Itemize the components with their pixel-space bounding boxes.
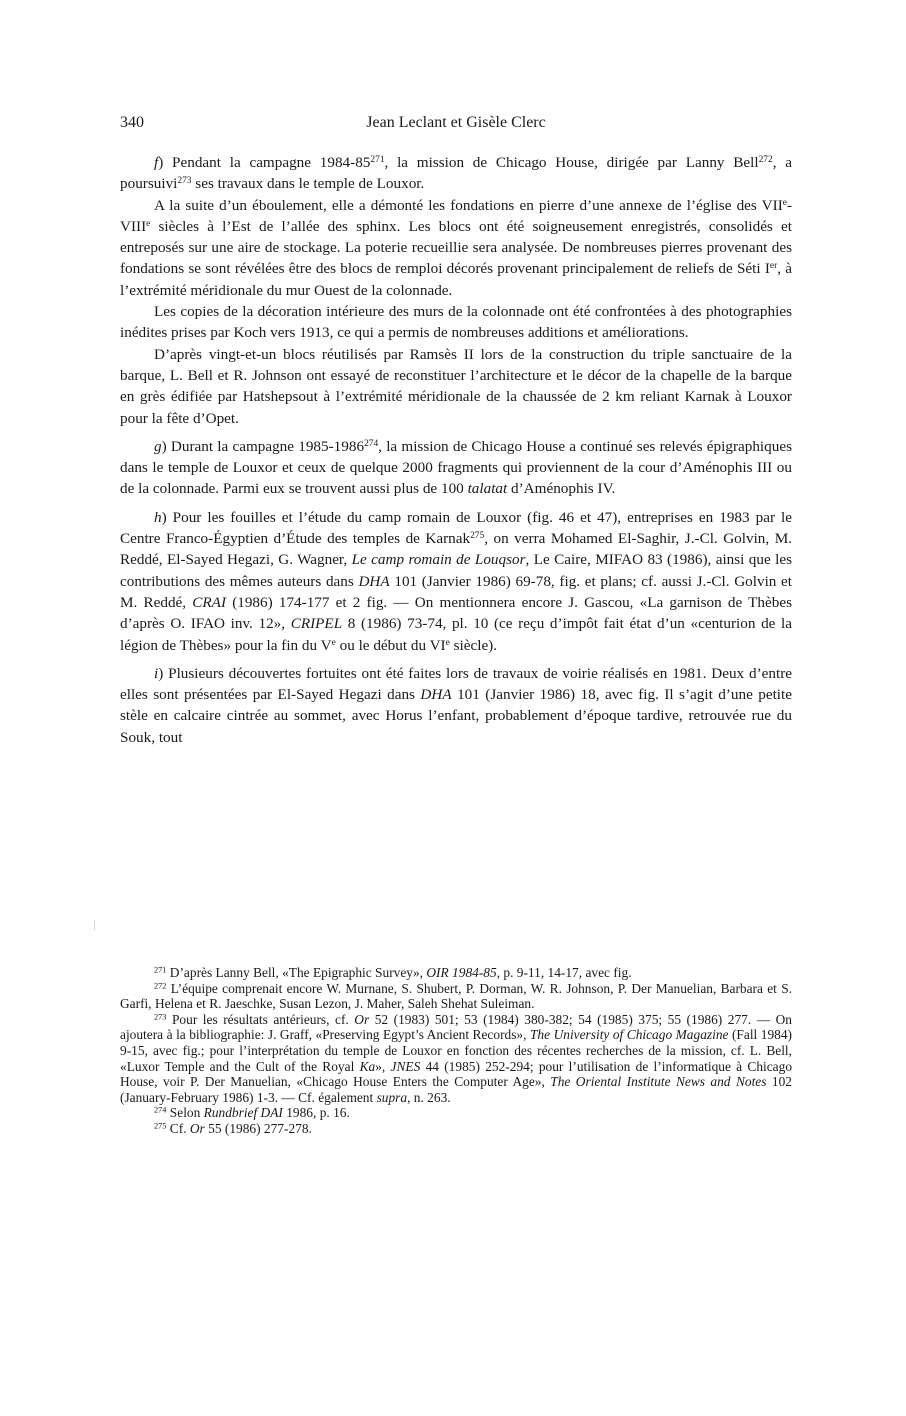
body-paragraph [120,507,792,656]
running-title: Jean Leclant et Gisèle Clerc [366,114,546,131]
text-run: 52 (1983) 501; 53 (1984) 380-382; 54 (1985) 375; 55 (1986) 277. — On ajoutera à la bibliographie: J. Graff, «Preserving Egypt’s Ancient Records», [120,1011,792,1043]
text-run: ) Plusieurs découvertes fortuites ont été faites lors de travaux de voirie réalisés en 1981. Deux d’entre elles sont présentées par El-Sayed Hegazi dans [120,664,792,704]
text-run: 8 (1986) 73-74, pl. 10 (ce reçu d’impôt fait état d’un «centurion de la légion de Thèbes» pour la fin du V [120,615,792,654]
body-paragraph [120,301,792,344]
body-paragraph [120,663,792,748]
italic-text: CRAI [192,593,227,611]
text-run: , la mission de Chicago House a continué ses relevés épigraphiques dans le temple de Louxor et ceux de quelque 2000 fragments qui proviennent de la cour d’Aménophis III ou de la colonnade. Parmi eux se trouvent aussi plus de 100 [120,437,792,498]
note-reference: 271 [370,154,385,165]
text-run: ou le début du VI [335,636,446,654]
text-run: 55 (1986) 277-278. [204,1120,312,1136]
italic-text: Or [354,1011,370,1027]
text-run: 102 (January-February 1986) 1-3. — Cf. également [120,1074,792,1105]
text-run: (1986) 174-177 et 2 fig. — On mentionnera encore J. Gascou, «La garnison de Thèbes d’après O. IFAO inv. 12», [120,593,793,633]
text-run: (Fall 1984) 9-15, avec fig.; pour l’interprétation du temple de Louxor en fonction des récentes recherches de la mission, cf. L. Bell, «Luxor Temple and the Cult of the Royal [120,1027,793,1074]
text-run: ) Durant la campagne 1985-1986 [161,437,365,455]
italic-text: OIR 1984-85 [426,965,497,980]
text-run: Les copies de la décoration intérieure des murs de la colonnade ont été confrontées à des photographies inédites prises par Koch vers 1913, ce qui a permis de nombreuses additions et améliorations. [120,303,792,342]
text-run: D’après Lanny Bell, «The Epigraphic Survey», [166,965,427,980]
note-reference: e [782,197,787,208]
italic-text: Rundbrief DAI [203,1105,283,1121]
text-run: ) Pour les fouilles et l’étude du camp romain de Louxor (fig. 46 et 47), entreprises en 1983 par le Centre Franco-Égyptien d’Étude des temples de Karnak [120,508,792,548]
text-run: Selon [166,1105,204,1121]
note-reference: 271 [154,965,167,975]
text-run: , n. 263. [407,1089,451,1105]
italic-text: DHA [420,686,452,704]
note-reference: e [331,637,336,648]
text-run: A la suite d’un éboulement, elle a démonté les fondations en pierre d’une annexe de l’église des VII [154,196,783,214]
text-run: , la mission de Chicago House, dirigée par Lanny Bell [384,154,759,171]
text-run: -VIII [120,196,792,235]
italic-text: g [154,437,162,455]
page [120,114,792,748]
note-reference: 273 [177,176,192,187]
italic-text: Le camp romain de Louqsor [351,551,526,569]
footnote [120,1105,792,1121]
text-run: 44 (1985) 252-294; pour l’utilisation de l’informatique à Chicago House, voir P. Der Manuelian, «Chicago House Enters the Computer Age», [120,1058,793,1090]
margin-mark [94,920,95,930]
italic-text: i [154,664,159,682]
footnote [120,981,792,1012]
body-paragraph [120,344,792,429]
text-run: , Le Caire, MIFAO 83 (1986), ainsi que les contributions des mêmes auteurs dans [120,551,792,590]
text-run: Cf. [166,1120,190,1136]
page-number: 340 [120,114,144,131]
text-run: L’équipe comprenait encore W. Murnane, S. Shubert, P. Dorman, W. R. Johnson, P. Der Manuelian, Barbara et S. Garfi, Helena et R. Jaeschke, Susan Lezon, J. Maher, Saleh Shehat Suleiman. [120,980,792,1012]
italic-text: The Oriental Institute News and Notes [550,1074,767,1090]
note-reference: e [445,637,450,648]
note-reference: 274 [154,1105,167,1115]
text-run: d’Aménophis IV. [507,480,616,498]
italic-text: DHA [358,572,390,590]
note-reference: 274 [364,438,379,449]
footnotes [120,965,792,1137]
body-paragraph [120,152,792,195]
italic-text: f [154,154,159,171]
note-reference: 273 [154,1012,167,1022]
text-run: 101 (Janvier 1986) 18, avec fig. Il s’agit d’une petite stèle en calcaire cintrée au sommet, avec Horus l’enfant, probablement d’époque tardive, retrouvée rue du Souk, tout [120,686,792,746]
text-run: , à l’extrémité méridionale du mur Ouest de la colonnade. [120,260,792,299]
text-run: 101 (Janvier 1986) 69-78, fig. et plans; cf. aussi J.-Cl. Golvin et M. Reddé, [120,572,793,611]
body-paragraph [120,436,792,500]
running-head [120,114,792,138]
text-run: , p. 9-11, 14-17, avec fig. [496,965,632,980]
note-reference: 272 [758,154,773,165]
body-text [120,152,792,748]
text-run: siècle). [449,636,498,654]
note-reference: 275 [470,530,485,541]
note-reference: 275 [154,1121,167,1131]
text-run: ses travaux dans le temple de Louxor. [191,175,425,193]
text-run: », [375,1058,391,1074]
italic-text: The University of Chicago Magazine [529,1027,729,1043]
footnote [120,965,792,981]
italic-text: CRIPEL [290,615,343,633]
note-reference: e [146,218,151,229]
italic-text: talatat [467,480,508,498]
note-reference: 272 [154,981,167,991]
text-run: 1986, p. 16. [282,1105,350,1121]
footnote [120,1012,792,1106]
text-run: , a poursuivi [120,154,792,193]
italic-text: Or [189,1120,205,1136]
text-run: D’après vingt-et-un blocs réutilisés par Ramsès II lors de la construction du triple sanctuaire de la barque, L. Bell et R. Johnson ont essayé de reconstituer l’architecture et le décor de la chapelle de la barque en grès édifiée par Hatshepsout à l’extrémité méridionale de la chaussée de 2 km reliant Karnak à Louxor pour la fête d’Opet. [120,345,792,427]
italic-text: JNES [390,1058,421,1074]
italic-text: Ka [359,1058,376,1074]
body-paragraph [120,195,792,301]
italic-text: supra [376,1089,408,1105]
footnote [120,1121,792,1137]
note-reference: er [769,261,778,272]
italic-text: h [154,508,162,526]
text-run: Pour les résultats antérieurs, cf. [166,1011,355,1027]
text-run: siècles à l’Est de l’allée des sphinx. Les blocs ont été soigneusement enregistrés, consolidés et entreposés sur une aire de stockage. La poterie recueillie sera analysée. De nombreuses pierres provenant des fondations se sont révélées être des blocs de remploi décorés provenant principalement de reliefs de Séti I [120,217,792,278]
text-run: ) Pendant la campagne 1984-85 [158,154,371,171]
text-run: , on verra Mohamed El-Saghir, J.-Cl. Golvin, M. Reddé, El-Sayed Hegazi, G. Wagner, [120,530,792,569]
